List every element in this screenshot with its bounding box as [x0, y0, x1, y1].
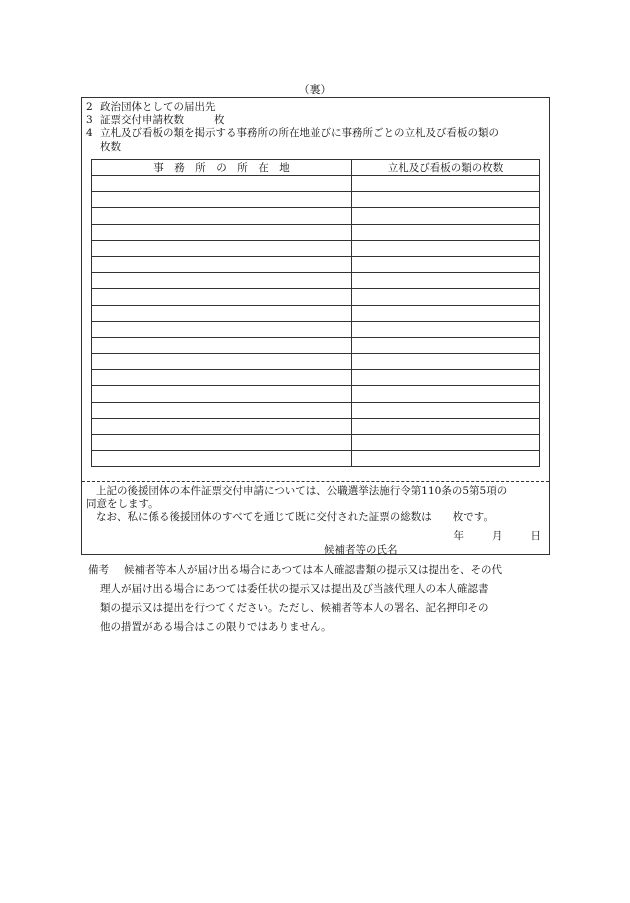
sign-count-cell[interactable] — [352, 256, 540, 272]
office-location-cell[interactable] — [92, 289, 352, 305]
item-office-list-continued: 枚数 — [100, 141, 121, 153]
office-table-body — [92, 176, 540, 467]
sign-count-cell[interactable] — [352, 435, 540, 451]
sign-count-cell[interactable] — [352, 370, 540, 386]
office-location-cell[interactable] — [92, 386, 352, 402]
sign-count-cell[interactable] — [352, 418, 540, 434]
consent-text-line: なお、私に係る後援団体のすべてを通じて既に交付された証票の総数は 枚です。 — [96, 511, 494, 523]
office-location-cell[interactable] — [92, 321, 352, 337]
application-form-back — [81, 97, 550, 555]
consent-text-line: 上記の後援団体の本件証票交付申請については、公職選挙法施行令第110条の5第5項の — [96, 485, 508, 497]
sign-count-cell[interactable] — [352, 337, 540, 353]
col-header-count: 立札及び看板の類の枚数 — [352, 160, 540, 176]
date-month-label: 月 — [492, 530, 503, 542]
date-year-label: 年 — [453, 530, 464, 542]
page-heading: （裏） — [298, 83, 332, 96]
sign-count-cell[interactable] — [352, 354, 540, 370]
office-location-cell[interactable] — [92, 418, 352, 434]
sign-count-cell[interactable] — [352, 321, 540, 337]
sign-count-cell[interactable] — [352, 451, 540, 467]
table-row — [92, 224, 540, 240]
item-label: 立札及び看板の類を掲示する事務所の所在地並びに事務所ごとの立札及び看板の類の — [100, 127, 499, 139]
item-number: 4 — [86, 127, 93, 139]
office-location-cell[interactable] — [92, 224, 352, 240]
sign-count-cell[interactable] — [352, 192, 540, 208]
table-row — [92, 418, 540, 434]
office-location-cell[interactable] — [92, 370, 352, 386]
count-unit: 枚 — [214, 114, 225, 126]
date-day-label: 日 — [530, 530, 541, 542]
sign-count-cell[interactable] — [352, 208, 540, 224]
office-location-cell[interactable] — [92, 240, 352, 256]
table-row — [92, 451, 540, 467]
table-row — [92, 256, 540, 272]
item-number: 2 — [86, 101, 93, 113]
office-location-cell[interactable] — [92, 273, 352, 289]
signer-name-label: 候補者等の氏名 — [324, 544, 398, 556]
sign-count-cell[interactable] — [352, 289, 540, 305]
table-row — [92, 192, 540, 208]
office-location-cell[interactable] — [92, 256, 352, 272]
item-certificate-count — [86, 114, 225, 127]
office-table — [91, 159, 540, 467]
table-row — [92, 370, 540, 386]
item-number: 3 — [86, 114, 93, 126]
item-filing-destination — [86, 101, 216, 114]
item-label: 証票交付申請枚数 — [100, 114, 184, 126]
table-row — [92, 402, 540, 418]
table-row — [92, 240, 540, 256]
remarks-line: 理人が届け出る場合にあつては委任状の提示又は提出及び当該代理人の本人確認書 — [100, 583, 489, 595]
remarks-line: 他の措置がある場合はこの限りではありません。 — [100, 621, 332, 633]
office-location-cell[interactable] — [92, 451, 352, 467]
sign-count-cell[interactable] — [352, 224, 540, 240]
col-header-location: 事 務 所 の 所 在 地 — [92, 160, 352, 176]
sign-count-cell[interactable] — [352, 240, 540, 256]
table-row — [92, 435, 540, 451]
sign-count-cell[interactable] — [352, 176, 540, 192]
sign-count-cell[interactable] — [352, 402, 540, 418]
office-location-cell[interactable] — [92, 402, 352, 418]
office-location-cell[interactable] — [92, 354, 352, 370]
item-office-list — [86, 127, 499, 140]
item-label: 政治団体としての届出先 — [100, 101, 216, 113]
remarks-line: 類の提示又は提出を行つてください。ただし、候補者等本人の署名、記名押印その — [100, 602, 489, 614]
office-location-cell[interactable] — [92, 305, 352, 321]
table-row — [92, 305, 540, 321]
date-line — [426, 528, 542, 543]
table-row — [92, 386, 540, 402]
table-row — [92, 289, 540, 305]
sign-count-cell[interactable] — [352, 273, 540, 289]
consent-text-line: 同意をします。 — [86, 498, 159, 510]
table-row — [92, 354, 540, 370]
office-location-cell[interactable] — [92, 192, 352, 208]
office-location-cell[interactable] — [92, 337, 352, 353]
office-location-cell[interactable] — [92, 176, 352, 192]
remarks-label: 備考 — [88, 564, 109, 576]
consent-section — [86, 485, 546, 524]
table-row — [92, 176, 540, 192]
dashed-divider — [82, 481, 549, 482]
sign-count-cell[interactable] — [352, 305, 540, 321]
office-location-cell[interactable] — [92, 435, 352, 451]
table-header-row — [92, 160, 540, 176]
remarks-line: 候補者等本人が届け出る場合にあつては本人確認書類の提示又は提出を、その代 — [124, 564, 502, 576]
sign-count-cell[interactable] — [352, 386, 540, 402]
table-row — [92, 273, 540, 289]
table-row — [92, 208, 540, 224]
table-row — [92, 321, 540, 337]
office-location-cell[interactable] — [92, 208, 352, 224]
table-row — [92, 337, 540, 353]
remarks-section — [88, 561, 558, 637]
